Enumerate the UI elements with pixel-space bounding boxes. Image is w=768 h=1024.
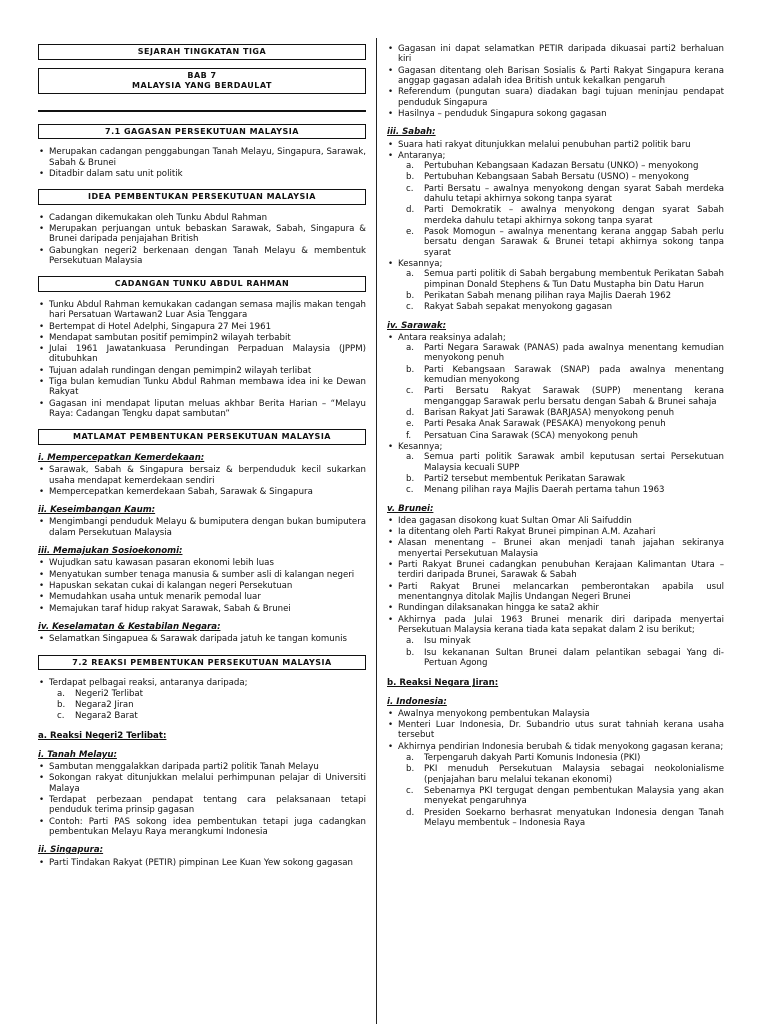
sg-list — [38, 858, 366, 868]
left-column — [38, 44, 366, 869]
sub-item-marker: a. — [406, 269, 414, 280]
sabah-effects — [398, 269, 724, 312]
list-item: • Sambutan menggalakkan daripada parti2 politik Tanah Melayu — [49, 762, 366, 772]
sub-list-item — [406, 269, 724, 290]
sec72-list — [38, 678, 366, 721]
list-item: • Antaranya; a. Pertubuhan Kebangsaan Kadazan Bersatu (UNKO) – menyokong b. Pertubuhan Kebangsaan Sabah Bersatu (USNO) – menyokong c. Parti Bersatu – awalnya menyokong dengan syarat Sabah merdeka dahulu tetapi akhirnya sokong tanpa syarat d. Parti Demokratik – awalnya menyokong dengan syarat Sabah merdeka dahulu tetapi akhirnya sokong tanpa syarat e. Pasok Momogun – awalnya menentang kerana anggap Sabah perlu bersatu dengan Sarawak & Brunei tetapi akhirnya sokong tanpa syarat — [398, 151, 724, 258]
singapura-heading: ii. Singapura: — [38, 845, 104, 856]
sabah-list — [387, 140, 724, 313]
sub-item-text: Semua parti politik Sarawak ambil keputusan sertai Persekutuan Malaysia kecuali SUPP — [424, 452, 724, 473]
sabah-heading: iii. Sabah: — [387, 127, 436, 138]
sub-item-text: Negara2 Jiran — [75, 699, 134, 710]
list-item: • Hasilnya – penduduk Singapura sokong gagasan — [398, 109, 724, 119]
m2-heading: ii. Keseimbangan Kaum: — [38, 505, 156, 516]
sub-list-item — [406, 302, 724, 313]
list-item: • Bertempat di Hotel Adelphi, Singapura 27 Mei 1961 — [49, 322, 366, 332]
sub-list-item — [406, 452, 724, 473]
sub-item-text: Parti Bersatu Rakyat Sarawak (SUPP) menentang kerana menganggap Sarawak perlu bersatu dengan Sabah & Brunei sahaja — [424, 386, 724, 407]
chapter-number: BAB 7 — [187, 70, 217, 80]
brunei-issues — [398, 636, 724, 668]
list-item: • Alasan menentang – Brunei akan menjadi tanah jajahan sekiranya menyertai Persekutuan Malaysia — [398, 538, 724, 559]
sub-item-marker: d. — [406, 408, 415, 418]
sub-list-item — [406, 636, 724, 647]
reaksi-jiran-heading: b. Reaksi Negara Jiran: — [387, 678, 499, 689]
sub-item-marker: e. — [406, 419, 415, 430]
sub-list-item — [406, 764, 724, 785]
sub-item-text: Parti Kebangsaan Sarawak (SNAP) pada awalnya menentang kemudian menyokong — [424, 364, 724, 386]
sub-item-marker: d. — [406, 205, 415, 216]
sub-item-text: Parti Pesaka Anak Sarawak (PESAKA) menyokong penuh — [424, 419, 666, 430]
sub-item-text: Sebenarnya PKI tergugat dengan pembentukan Malaysia yang akan menyekat pengaruhnya — [424, 786, 724, 807]
sub-list-item — [406, 408, 724, 418]
list-item: • Parti Tindakan Rakyat (PETIR) pimpinan Lee Kuan Yew sokong gagasan — [49, 858, 366, 868]
sub-item-text: Semua parti politik di Sabah bergabung membentuk Perikatan Sabah pimpinan Donald Stephens & Tun Datu Mustapha bin Datu Harun — [424, 269, 724, 290]
sub-item-marker: a. — [406, 753, 414, 764]
list-item: • Gabungkan negeri2 berkenaan dengan Tanah Melayu & membentuk Persekutuan Malaysia — [49, 246, 366, 267]
list-item: • Terdapat pelbagai reaksi, antaranya daripada; a. Negeri2 Terlibat b. Negara2 Jiran c. Negara2 Barat — [49, 678, 366, 721]
sub-list-item — [406, 183, 724, 205]
list-item: • Merupakan cadangan penggabungan Tanah Melayu, Singapura, Sarawak, Sabah & Brunei — [49, 147, 366, 168]
sub-item-marker: a. — [57, 688, 65, 699]
list-item: • Tiga bulan kemudian Tunku Abdul Rahman membawa idea ini ke Dewan Rakyat — [49, 377, 366, 398]
sub-item-text: Pertubuhan Kebangsaan Kadazan Bersatu (UNKO) – menyokong — [424, 161, 699, 172]
sub-item-marker: b. — [406, 172, 415, 183]
right-column — [387, 44, 724, 829]
list-item: • Merupakan perjuangan untuk bebaskan Sarawak, Sabah, Singapura & Brunei daripada penjajahan British — [49, 224, 366, 245]
sec71-list — [38, 147, 366, 179]
sub-list-item — [57, 699, 366, 710]
list-item: • Selamatkan Singapuea & Sarawak daripada jatuh ke tangan komunis — [49, 634, 366, 644]
list-item: • Kesannya; a. Semua parti politik di Sabah bergabung membentuk Perikatan Sabah pimpinan Donald Stephens & Tun Datu Mustapha bin Datu Harun b. Perikatan Sabah menang pilihan raya Majlis Daerah 1962 c. Rakyat Sabah sepakat menyokong gagasan — [398, 259, 724, 313]
sub-item-text: Menang pilihan raya Majlis Daerah pertama tahun 1963 — [424, 485, 665, 496]
brunei-list — [387, 516, 724, 635]
idea-list — [38, 213, 366, 267]
section-7-1-heading: 7.1 GAGASAN PERSEKUTUAN MALAYSIA — [38, 124, 366, 140]
sub-list-item — [406, 364, 724, 386]
sub-item-text: Parti Negara Sarawak (PANAS) pada awalnya menentang kemudian menyokong penuh — [424, 343, 724, 364]
tunku-heading: CADANGAN TUNKU ABDUL RAHMAN — [38, 276, 366, 292]
indonesia-list — [387, 709, 724, 752]
list-item: • Menteri Luar Indonesia, Dr. Subandrio utus surat tahniah kerana usaha tersebut — [398, 720, 724, 741]
reaksi-negeri-heading: a. Reaksi Negeri2 Terlibat: — [38, 731, 167, 742]
sub-item-marker: a. — [406, 452, 414, 463]
list-item: • Ia ditentang oleh Parti Rakyat Brunei pimpinan A.M. Azahari — [398, 527, 724, 537]
sarawak-heading: iv. Sarawak: — [387, 320, 447, 331]
tanah-melayu-heading: i. Tanah Melayu: — [38, 749, 117, 760]
sub-item-text: Barisan Rakyat Jati Sarawak (BARJASA) menyokong penuh — [424, 408, 675, 418]
sub-list-item — [406, 807, 724, 829]
sub-item-marker: a. — [406, 161, 414, 172]
list-item: • Referendum (pungutan suara) diadakan bagi tujuan meninjau pendapat penduduk Singapura — [398, 87, 724, 108]
list-item: • Hapuskan sekatan cukai di kalangan negeri Persekutuan — [49, 581, 366, 591]
sub-item-text: Negara2 Barat — [75, 711, 138, 722]
sub-item-marker: a. — [406, 343, 414, 354]
list-item: • Gagasan ini dapat selamatkan PETIR daripada dikuasai parti2 berhaluan kiri — [398, 44, 724, 65]
sub-item-text: Persatuan Cina Sarawak (SCA) menyokong penuh — [424, 430, 638, 441]
m1-list — [38, 465, 366, 497]
sub-item-text: Isu kekananan Sultan Brunei dalam pelantikan sebagai Yang di-Pertuan Agong — [424, 647, 724, 668]
sub-list-item — [406, 786, 724, 807]
sub-list-item — [57, 711, 366, 722]
sub-list-item — [406, 290, 724, 301]
list-item: • Terdapat perbezaan pendapat tentang cara pelaksanaan tetapi penduduk terima prinsip gagasan — [49, 795, 366, 816]
sub-item-marker: d. — [406, 807, 415, 818]
sub-list-item — [406, 161, 724, 172]
m4-list — [38, 634, 366, 644]
sub-item-text: Perikatan Sabah menang pilihan raya Majlis Daerah 1962 — [424, 290, 672, 301]
list-item: • Akhirnya pendirian Indonesia berubah & tidak menyokong gagasan kerana; — [398, 742, 724, 752]
m3-list — [38, 558, 366, 614]
m3-heading: iii. Memajukan Sosioekonomi: — [38, 546, 183, 557]
m4-heading: iv. Keselamatan & Kestabilan Negara: — [38, 621, 221, 632]
sub-list-item — [406, 485, 724, 496]
list-item: • Gagasan ini mendapat liputan meluas akhbar Berita Harian – “Melayu Raya: Cadangan Tengku dapat sambutan” — [49, 399, 366, 420]
list-item: • Memajukan taraf hidup rakyat Sarawak, Sabah & Brunei — [49, 604, 366, 614]
sub-list-item — [406, 647, 724, 669]
sub-item-marker: c. — [406, 183, 414, 194]
list-item: • Tunku Abdul Rahman kemukakan cadangan semasa majlis makan tengah hari Persatuan Wartawan2 Luar Asia Tenggara — [49, 300, 366, 321]
indonesia-reasons — [398, 753, 724, 828]
list-item: • Gagasan ditentang oleh Barisan Sosialis & Parti Rakyat Singapura kerana anggap gagasan adalah idea British untuk kekalkan pengaruh — [398, 66, 724, 87]
sub-item-text: Parti Demokratik – awalnya menyokong dengan syarat Sabah merdeka dahulu tetapi akhirnya sokong tanpa syarat — [424, 205, 724, 226]
sub-item-marker: c. — [406, 786, 414, 796]
sub-item-marker: c. — [406, 485, 414, 496]
indonesia-heading: i. Indonesia: — [387, 696, 447, 707]
list-item: • Contoh: Parti PAS sokong idea pembentukan tetapi juga cadangkan pembentukan Melayu Raya merangkumi Indonesia — [49, 817, 366, 838]
sarawak-effects — [398, 452, 724, 495]
document-title: SEJARAH TINGKATAN TIGA — [38, 44, 366, 60]
sarawak-parties — [398, 343, 724, 441]
list-item: • Sokongan rakyat ditunjukkan melalui perhimpunan pelajar di Universiti Malaya — [49, 773, 366, 794]
sub-item-marker: c. — [406, 302, 414, 313]
list-item: • Memudahkan usaha untuk menarik pemodal luar — [49, 592, 366, 602]
sub-list-item — [57, 688, 366, 699]
list-item: • Parti Rakyat Brunei cadangkan penubuhan Kerajaan Kalimantan Utara – terdiri daripada Brunei, Sarawak & Sabah — [398, 560, 724, 581]
sub-item-text: Presiden Soekarno berhasrat menyatukan Indonesia dengan Tanah Melayu membentuk – Indonesia Raya — [424, 807, 724, 828]
tm-list — [38, 762, 366, 837]
sub-item-text: PKI menuduh Persekutuan Malaysia sebagai neokolonialisme (penjajahan baru melalui tekanan ekonomi) — [424, 764, 724, 785]
sub-list-item — [406, 227, 724, 258]
sub-item-text: Parti2 tersebut membentuk Perikatan Sarawak — [424, 473, 626, 484]
m1-heading: i. Mempercepatkan Kemerdekaan: — [38, 452, 205, 463]
sec72-sublist — [49, 689, 366, 722]
column-divider — [376, 38, 377, 1024]
sub-list-item — [406, 753, 724, 764]
sub-item-marker: a. — [406, 636, 414, 647]
sub-item-marker: b. — [406, 647, 415, 658]
sub-list-item — [406, 205, 724, 226]
idea-heading: IDEA PEMBENTUKAN PERSEKUTUAN MALAYSIA — [38, 189, 366, 205]
m2-list — [38, 517, 366, 538]
list-item: • Kesannya; a. Semua parti politik Sarawak ambil keputusan sertai Persekutuan Malaysia kecuali SUPP b. Parti2 tersebut membentuk Perikatan Sarawak c. Menang pilihan raya Majlis Daerah pertama tahun 1963 — [398, 442, 724, 496]
sub-list-item — [406, 172, 724, 183]
matlamat-heading: MATLAMAT PEMBENTUKAN PERSEKUTUAN MALAYSIA — [38, 429, 366, 445]
sub-item-marker: b. — [406, 764, 415, 775]
sub-item-text: Rakyat Sabah sepakat menyokong gagasan — [424, 302, 613, 313]
list-item: • Julai 1961 Jawatankuasa Perundingan Perpaduan Malaysia (JPPM) ditubuhkan — [49, 344, 366, 365]
tunku-list — [38, 300, 366, 419]
sub-item-marker: c. — [57, 711, 65, 722]
brunei-heading: v. Brunei: — [387, 503, 434, 514]
horizontal-rule — [38, 110, 366, 112]
sarawak-list — [387, 333, 724, 496]
sub-item-marker: b. — [406, 473, 415, 484]
sub-list-item — [406, 473, 724, 484]
sub-list-item — [406, 386, 724, 407]
list-item: • Awalnya menyokong pembentukan Malaysia — [398, 709, 724, 719]
sabah-parties — [398, 161, 724, 258]
sub-item-text: Isu minyak — [424, 636, 471, 647]
list-item: • Idea gagasan disokong kuat Sultan Omar Ali Saifuddin — [398, 516, 724, 526]
list-item: • Akhirnya pada Julai 1963 Brunei menarik diri daripada menyertai Persekutuan Malaysia kerana tiada kata sepakat dalam 2 isu berikut; — [398, 615, 724, 636]
sg-cont-list — [387, 44, 724, 119]
sub-item-marker: b. — [57, 699, 66, 710]
sub-item-marker: e. — [406, 227, 415, 237]
sub-item-marker: b. — [406, 290, 415, 301]
sub-item-text: Pertubuhan Kebangsaan Sabah Bersatu (USNO) – menyokong — [424, 172, 689, 183]
list-item: • Mengimbangi penduduk Melayu & bumiputera dengan bukan bumiputera dalam Persekutuan Malaysia — [49, 517, 366, 538]
list-item: • Ditadbir dalam satu unit politik — [49, 169, 366, 179]
list-item: • Cadangan dikemukakan oleh Tunku Abdul Rahman — [49, 213, 366, 223]
list-item: • Antara reaksinya adalah; a. Parti Negara Sarawak (PANAS) pada awalnya menentang kemudian menyokong penuh b. Parti Kebangsaan Sarawak (SNAP) pada awalnya menentang kemudian menyokong c. Parti Bersatu Rakyat Sarawak (SUPP) menentang kerana menganggap Sarawak perlu bersatu dengan Sabah & Brunei sahaja d. Barisan Rakyat Jati Sarawak (BARJASA) menyokong penuh e. Parti Pesaka Anak Sarawak (PESAKA) menyokong penuh f. Persatuan Cina Sarawak (SCA) menyokong penuh — [398, 333, 724, 441]
list-item: • Sarawak, Sabah & Singapura bersaiz & berpenduduk kecil sukarkan usaha mendapat kemerdekaan sendiri — [49, 465, 366, 486]
sub-item-marker: f. — [406, 430, 412, 441]
sub-item-text: Negeri2 Terlibat — [75, 688, 144, 699]
sub-item-marker: c. — [406, 386, 414, 397]
sub-item-text: Pasok Momogun – awalnya menentang kerana anggap Sabah perlu bersatu dengan Sarawak & Brunei tetapi akhirnya sokong tanpa syarat — [424, 227, 724, 258]
sub-item-text: Parti Bersatu – awalnya menyokong dengan syarat Sabah merdeka dahulu tetapi akhirnya sokong tanpa syarat — [424, 183, 724, 205]
sub-list-item — [406, 343, 724, 364]
sub-list-item — [406, 419, 724, 430]
sub-item-text: Terpengaruh dakyah Parti Komunis Indonesia (PKI) — [424, 753, 641, 764]
list-item: • Parti Rakyat Brunei melancarkan pemberontakan apabila usul menentangnya ditolak Majlis Undangan Negeri Brunei — [398, 582, 724, 603]
list-item: • Tujuan adalah rundingan dengan pemimpin2 wilayah terlibat — [49, 366, 366, 376]
list-item: • Mendapat sambutan positif pemimpin2 wilayah terbabit — [49, 333, 366, 343]
list-item: • Wujudkan satu kawasan pasaran ekonomi lebih luas — [49, 558, 366, 568]
list-item: • Menyatukan sumber tenaga manusia & sumber asli di kalangan negeri — [49, 570, 366, 580]
list-item: • Rundingan dilaksanakan hingga ke sata2 akhir — [398, 603, 724, 613]
list-item: • Suara hati rakyat ditunjukkan melalui penubuhan parti2 politik baru — [398, 140, 724, 150]
chapter-name: MALAYSIA YANG BERDAULAT — [132, 80, 272, 90]
sub-item-marker: b. — [406, 364, 415, 375]
section-7-2-heading: 7.2 REAKSI PEMBENTUKAN PERSEKUTUAN MALAYSIA — [38, 655, 366, 671]
chapter-title — [38, 68, 366, 94]
list-item: • Mempercepatkan kemerdekaan Sabah, Sarawak & Singapura — [49, 487, 366, 497]
sub-list-item — [406, 430, 724, 441]
